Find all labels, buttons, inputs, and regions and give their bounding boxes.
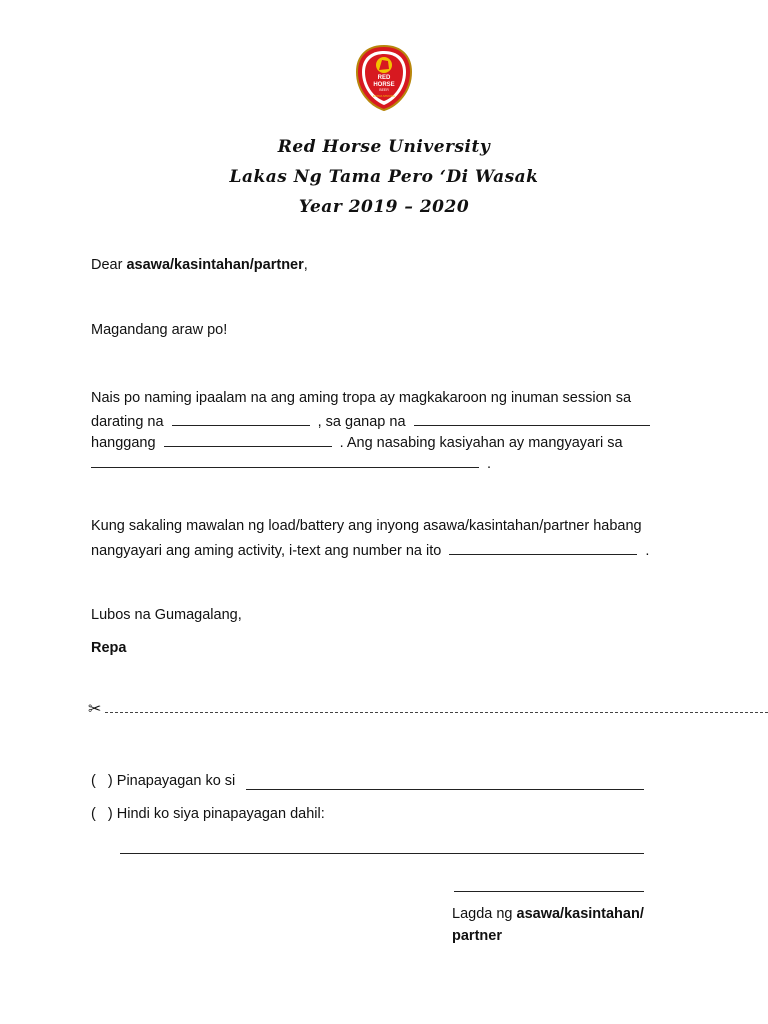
salutation-recipient: asawa/kasintahan/partner bbox=[126, 257, 304, 273]
salutation-suffix: , bbox=[303, 257, 308, 273]
label-hanggang: hanggang bbox=[91, 435, 156, 451]
reason-blank[interactable] bbox=[120, 853, 644, 854]
start-time-blank[interactable] bbox=[414, 411, 650, 426]
sig-prefix: Lagda ng bbox=[452, 906, 517, 922]
end-time-blank[interactable] bbox=[164, 432, 332, 447]
signature-line[interactable] bbox=[454, 891, 644, 892]
label-number: nangyayari ang aming activity, i-text ang number na ito bbox=[91, 543, 442, 559]
label-kasiyahan: . Ang nasabing kasiyahan ay mangyayari sa bbox=[339, 435, 623, 451]
title-university: Red Horse University bbox=[277, 137, 491, 157]
period: . bbox=[645, 543, 650, 559]
allow-name-blank[interactable] bbox=[246, 789, 644, 790]
scissors-icon: ✂ bbox=[88, 701, 102, 718]
para1-line1: Nais po naming ipaalam na ang aming tropa ay magkakaroon ng inuman session sa bbox=[91, 390, 632, 406]
logo-text-extra: EXTRA STRONG bbox=[373, 94, 395, 98]
option-allow bbox=[91, 773, 235, 789]
para1-line3 bbox=[91, 432, 623, 451]
signer: Repa bbox=[91, 640, 127, 656]
para1-line2 bbox=[91, 411, 650, 430]
red-horse-logo bbox=[355, 44, 413, 112]
option-deny bbox=[91, 806, 325, 822]
signature-caption bbox=[452, 906, 644, 922]
phone-number-blank[interactable] bbox=[449, 540, 637, 555]
label-darating: darating na bbox=[91, 414, 164, 430]
para1-line4 bbox=[91, 453, 491, 472]
logo-text-horse: HORSE bbox=[373, 82, 395, 88]
para2-line1: Kung sakaling mawalan ng load/battery ang inyong asawa/kasintahan/partner habang bbox=[91, 518, 642, 534]
label-ganap: , sa ganap na bbox=[317, 414, 406, 430]
logo-text-red: RED bbox=[377, 75, 391, 81]
greeting: Magandang araw po! bbox=[91, 322, 228, 338]
logo-text-beer: BEER bbox=[379, 88, 389, 92]
option-allow-label: ( ) Pinapayagan ko si bbox=[91, 773, 236, 789]
title-year: Year 2019 – 2020 bbox=[298, 197, 470, 217]
closing: Lubos na Gumagalang, bbox=[91, 607, 242, 623]
cut-line bbox=[90, 712, 768, 713]
date-blank[interactable] bbox=[172, 411, 310, 426]
venue-blank[interactable] bbox=[91, 453, 479, 468]
salutation-prefix: Dear bbox=[91, 257, 127, 273]
para2-line2 bbox=[91, 540, 649, 559]
option-deny-label: ( ) Hindi ko siya pinapayagan dahil: bbox=[91, 806, 325, 822]
signature-caption-partner: partner bbox=[452, 928, 502, 944]
title-motto: Lakas Ng Tama Pero ‘Di Wasak bbox=[229, 167, 539, 187]
period: . bbox=[487, 456, 492, 472]
sig-role: asawa/kasintahan/ bbox=[516, 906, 644, 922]
salutation bbox=[91, 257, 308, 273]
